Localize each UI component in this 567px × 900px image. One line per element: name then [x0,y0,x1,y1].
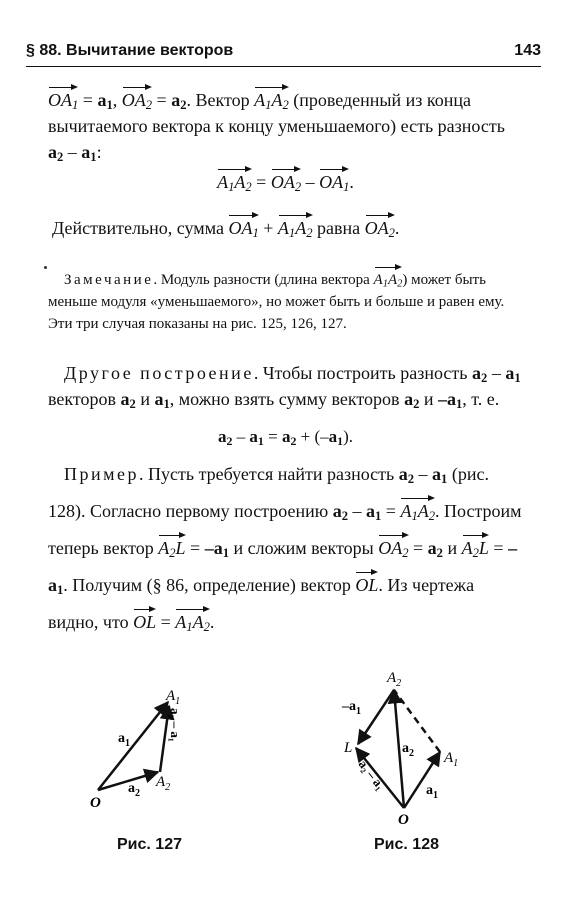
svg-text:A1: $A_1$ [444,750,459,769]
label-diff-128: a₂ – a₁ [355,756,389,793]
paragraph-sum-check: Действительно, сумма $OA_1 + A_1A_2$ равна $OA_2$. [52,212,527,241]
vector-a2: $a_2$ [171,90,187,113]
svg-text:a2: $a_2$ [128,781,140,799]
dashed-side [394,690,440,752]
svg-text:–a1: $-a_1$ [342,699,361,717]
paragraph-example: Пример. Пусть требуется найти разность $a_2 - a_1$ (рис. 128). Согласно первому построению $a_2 - a_1 = A_1A_2$. Построим теперь вектор $A_2L = -a_1$ и сложим векторы $OA_2 = a_2$ и $A_2L = -a_1$. Получим (§ 86, определение) вектор OL. Из чертежа видно, что OL = $A_1A_2$. [48,464,522,635]
svg-text:A2: $A_2$ [387,670,402,689]
margin-dot [44,266,47,269]
label-diff-127: a₂ – a₁ [168,708,183,742]
vector-a1: $a_1$ [97,90,113,113]
difference-vector-arrow [160,706,169,772]
formula-difference: $A_1A_2 = OA_2 - OA_1$. [48,166,523,195]
formula-alt-construction: $a_2 - a_1 = a_2 + (-a_1)$. [217,427,354,448]
page-number: 143 [514,42,541,59]
page-header [26,40,541,67]
svg-text:A2: $A_2$ [156,774,171,793]
label-O: O [90,795,101,810]
section-title: § 88. Вычитание векторов [26,42,234,59]
svg-text:A1: $A_1$ [166,688,181,707]
label-O-128: O [398,812,409,825]
figure-128-caption: Рис. 128 [374,836,439,853]
paragraph-difference-definition: $OA_1 = a_1$, $OA_2 = a_2$. Вектор $A_1A_2$ (проведенный из конца вычитаемого вектора к концу уменьшаемого) есть разность $a_2 - a_1$: [48,84,523,165]
svg-text:a1: $a_1$ [118,731,130,749]
paragraph-another-construction: Другое построение. Чтобы построить разность $a_2 - a_1$ векторов $a_2$ и $a_1$, можно взять сумму векторов $a_2$ и $-a_1$, т. е. [48,363,521,412]
figure-128-diagram [330,660,480,825]
label-L: L [344,740,353,756]
figure-127-diagram [80,660,220,810]
vector-neg-a1-arrow [358,690,394,744]
note-paragraph: Замечание. Модуль разности (длина вектора $A_1A_2$) может быть меньше модуля «уменьшаемого», но может быть и больше и равен ему. Эти три случая показаны на рис. 125, 126, 127. [48,264,523,335]
svg-text:a1: $a_1$ [426,783,438,801]
vector-oa1: $OA_1$ [48,84,78,109]
vector-a1a2: $A_1A_2$ [254,84,289,109]
figure-127-caption: Рис. 127 [117,836,182,853]
svg-text:a2: $a_2$ [402,741,414,759]
vector-oa2: $OA_2$ [122,84,152,109]
